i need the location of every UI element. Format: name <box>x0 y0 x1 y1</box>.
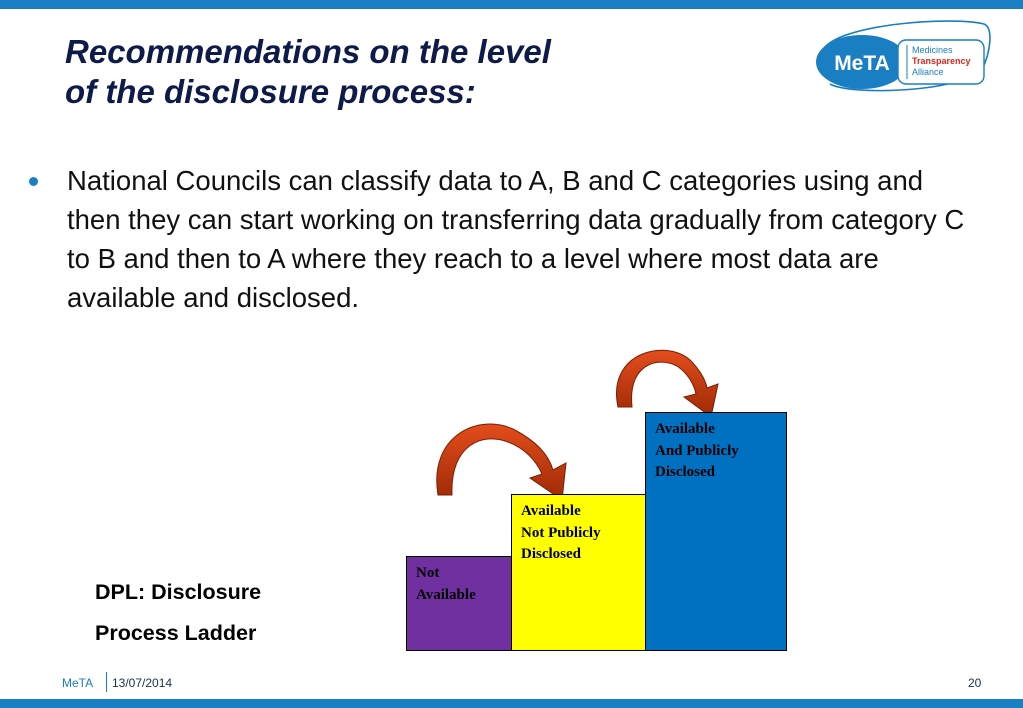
bottom-accent-bar <box>0 699 1023 708</box>
step2-line-1: Available <box>521 503 581 519</box>
bullet-text: National Councils can classify data to A, B and C categories using and then they can start working on transferring data gradually from category C to B and then to A where they reach to a level where most data are available and disclosed. <box>67 165 965 313</box>
step2-line-3: Disclosed <box>521 546 581 562</box>
logo-line-2: Transparency <box>912 56 971 66</box>
slide-title-line-2: of the disclosure process: <box>65 73 476 110</box>
footer-brand: MeTA <box>62 676 94 690</box>
ladder-caption <box>95 572 261 654</box>
ladder-step-available-not-public <box>511 494 646 651</box>
ladder-step-available-public <box>645 412 787 651</box>
top-accent-bar <box>0 0 1023 9</box>
caption-line-2: Process Ladder <box>95 621 257 645</box>
logo-line-3: Alliance <box>912 67 944 77</box>
page-number: 20 <box>968 676 982 690</box>
step3-line-3: Disclosed <box>655 464 715 480</box>
bullet-dot <box>29 177 38 186</box>
caption-line-1: DPL: Disclosure <box>95 580 262 604</box>
step3-line-1: Available <box>655 421 715 437</box>
meta-logo <box>812 14 992 100</box>
footer-divider <box>106 672 107 692</box>
step1-line-1: Not <box>416 565 440 581</box>
slide-title <box>65 32 785 112</box>
footer-date: 13/07/2014 <box>112 676 173 690</box>
step1-line-2: Available <box>416 586 476 603</box>
logo-line-1: Medicines <box>912 45 953 55</box>
curved-arrow-2-icon <box>617 350 718 417</box>
logo-wordmark: MeTA <box>834 52 890 75</box>
slide-title-line-1: Recommendations on the level <box>65 33 551 70</box>
step3-line-2: And Publicly <box>655 442 739 459</box>
step2-line-2: Not Publicly <box>521 524 601 541</box>
curved-arrow-1-icon <box>437 424 566 500</box>
ladder-step-not-available <box>406 556 512 651</box>
